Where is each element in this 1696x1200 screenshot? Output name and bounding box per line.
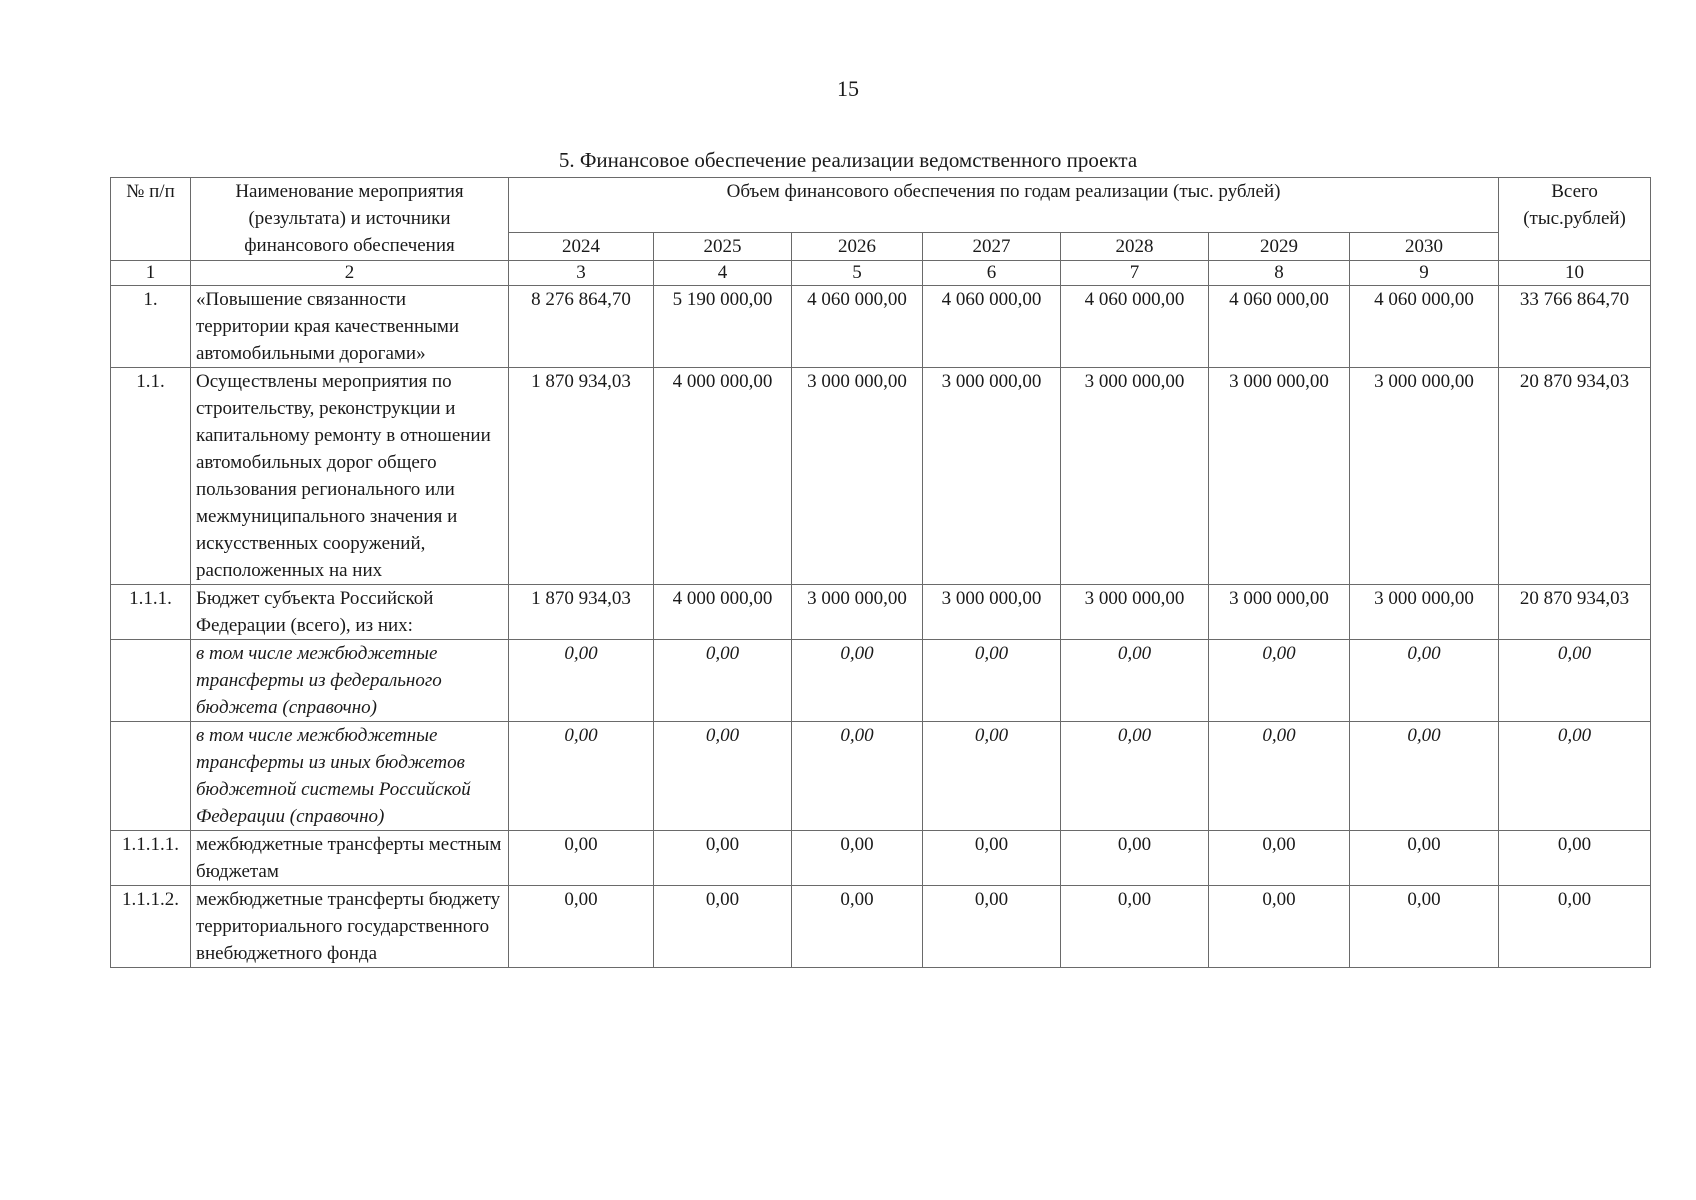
row-name: межбюджетные трансферты местным бюджетам — [191, 831, 509, 886]
table-row — [111, 368, 1651, 585]
row-number — [111, 722, 191, 831]
value-cell: 0,00 — [1061, 722, 1209, 831]
year-2025: 2025 — [654, 233, 792, 261]
value-cell: 3 000 000,00 — [792, 368, 923, 585]
value-cell: 4 060 000,00 — [792, 286, 923, 368]
header-row — [111, 178, 1651, 233]
value-cell: 4 060 000,00 — [1061, 286, 1209, 368]
value-cell: 0,00 — [792, 722, 923, 831]
value-cell: 0,00 — [923, 722, 1061, 831]
value-cell: 0,00 — [1350, 886, 1499, 968]
row-name: Осуществлены мероприятия по строительству, реконструкции и капитальному ремонту в отношении автомобильных дорог общего пользования регионального или межмуниципального значения и искусственных сооружений, расположенных на них — [191, 368, 509, 585]
header-name: Наименование мероприятия (результата) и источники финансового обеспечения — [191, 178, 509, 261]
col-index: 2 — [191, 261, 509, 286]
total-cell: 0,00 — [1499, 886, 1651, 968]
total-cell: 20 870 934,03 — [1499, 368, 1651, 585]
table-row — [111, 831, 1651, 886]
row-number: 1.1. — [111, 368, 191, 585]
value-cell: 0,00 — [654, 640, 792, 722]
row-number — [111, 640, 191, 722]
page-number: 15 — [837, 76, 859, 101]
year-2030: 2030 — [1350, 233, 1499, 261]
value-cell: 3 000 000,00 — [923, 585, 1061, 640]
header-volume: Объем финансового обеспечения по годам реализации (тыс. рублей) — [509, 178, 1499, 233]
header-total: Всего (тыс.рублей) — [1499, 178, 1651, 261]
value-cell: 3 000 000,00 — [792, 585, 923, 640]
value-cell: 3 000 000,00 — [1061, 585, 1209, 640]
value-cell: 0,00 — [1209, 886, 1350, 968]
value-cell: 4 000 000,00 — [654, 368, 792, 585]
year-2027: 2027 — [923, 233, 1061, 261]
value-cell: 4 060 000,00 — [1350, 286, 1499, 368]
value-cell: 0,00 — [792, 831, 923, 886]
col-index: 10 — [1499, 261, 1651, 286]
value-cell: 0,00 — [1350, 722, 1499, 831]
value-cell: 0,00 — [654, 722, 792, 831]
total-cell: 0,00 — [1499, 722, 1651, 831]
value-cell: 0,00 — [1061, 831, 1209, 886]
total-cell: 0,00 — [1499, 831, 1651, 886]
row-number: 1.1.1. — [111, 585, 191, 640]
table-row — [111, 722, 1651, 831]
value-cell: 0,00 — [923, 831, 1061, 886]
col-index: 5 — [792, 261, 923, 286]
value-cell: 8 276 864,70 — [509, 286, 654, 368]
table-row — [111, 886, 1651, 968]
total-cell: 0,00 — [1499, 640, 1651, 722]
value-cell: 1 870 934,03 — [509, 368, 654, 585]
table-row — [111, 585, 1651, 640]
value-cell: 0,00 — [1061, 886, 1209, 968]
col-index: 3 — [509, 261, 654, 286]
col-index: 9 — [1350, 261, 1499, 286]
row-name: в том числе межбюджетные трансферты из федерального бюджета (справочно) — [191, 640, 509, 722]
year-2024: 2024 — [509, 233, 654, 261]
value-cell: 0,00 — [792, 640, 923, 722]
value-cell: 3 000 000,00 — [1209, 368, 1350, 585]
row-name: «Повышение связанности территории края качественными автомобильными дорогами» — [191, 286, 509, 368]
value-cell: 3 000 000,00 — [923, 368, 1061, 585]
value-cell: 0,00 — [509, 640, 654, 722]
year-2028: 2028 — [1061, 233, 1209, 261]
row-number: 1.1.1.2. — [111, 886, 191, 968]
year-2026: 2026 — [792, 233, 923, 261]
row-name: межбюджетные трансферты бюджету территориального государственного внебюджетного фонда — [191, 886, 509, 968]
value-cell: 0,00 — [509, 886, 654, 968]
column-index-row — [111, 261, 1651, 286]
value-cell: 4 000 000,00 — [654, 585, 792, 640]
value-cell: 1 870 934,03 — [509, 585, 654, 640]
value-cell: 4 060 000,00 — [1209, 286, 1350, 368]
value-cell: 5 190 000,00 — [654, 286, 792, 368]
value-cell: 0,00 — [1350, 831, 1499, 886]
value-cell: 0,00 — [1209, 640, 1350, 722]
value-cell: 0,00 — [509, 831, 654, 886]
value-cell: 0,00 — [792, 886, 923, 968]
value-cell: 0,00 — [1350, 640, 1499, 722]
value-cell: 4 060 000,00 — [923, 286, 1061, 368]
total-cell: 20 870 934,03 — [1499, 585, 1651, 640]
row-number: 1.1.1.1. — [111, 831, 191, 886]
value-cell: 0,00 — [654, 831, 792, 886]
value-cell: 0,00 — [509, 722, 654, 831]
row-name: Бюджет субъекта Российской Федерации (всего), из них: — [191, 585, 509, 640]
col-index: 7 — [1061, 261, 1209, 286]
value-cell: 3 000 000,00 — [1061, 368, 1209, 585]
value-cell: 3 000 000,00 — [1350, 368, 1499, 585]
financing-table — [110, 177, 1651, 968]
value-cell: 0,00 — [1209, 831, 1350, 886]
table-row — [111, 286, 1651, 368]
value-cell: 3 000 000,00 — [1209, 585, 1350, 640]
value-cell: 0,00 — [923, 640, 1061, 722]
value-cell: 0,00 — [654, 886, 792, 968]
row-number: 1. — [111, 286, 191, 368]
row-name: в том числе межбюджетные трансферты из иных бюджетов бюджетной системы Российской Федерации (справочно) — [191, 722, 509, 831]
col-index: 1 — [111, 261, 191, 286]
col-index: 6 — [923, 261, 1061, 286]
col-index: 4 — [654, 261, 792, 286]
table-row — [111, 640, 1651, 722]
total-cell: 33 766 864,70 — [1499, 286, 1651, 368]
year-2029: 2029 — [1209, 233, 1350, 261]
table-caption: 5. Финансовое обеспечение реализации ведомственного проекта — [558, 148, 1138, 172]
header-num: № п/п — [111, 178, 191, 261]
value-cell: 0,00 — [1061, 640, 1209, 722]
value-cell: 0,00 — [1209, 722, 1350, 831]
value-cell: 3 000 000,00 — [1350, 585, 1499, 640]
value-cell: 0,00 — [923, 886, 1061, 968]
col-index: 8 — [1209, 261, 1350, 286]
